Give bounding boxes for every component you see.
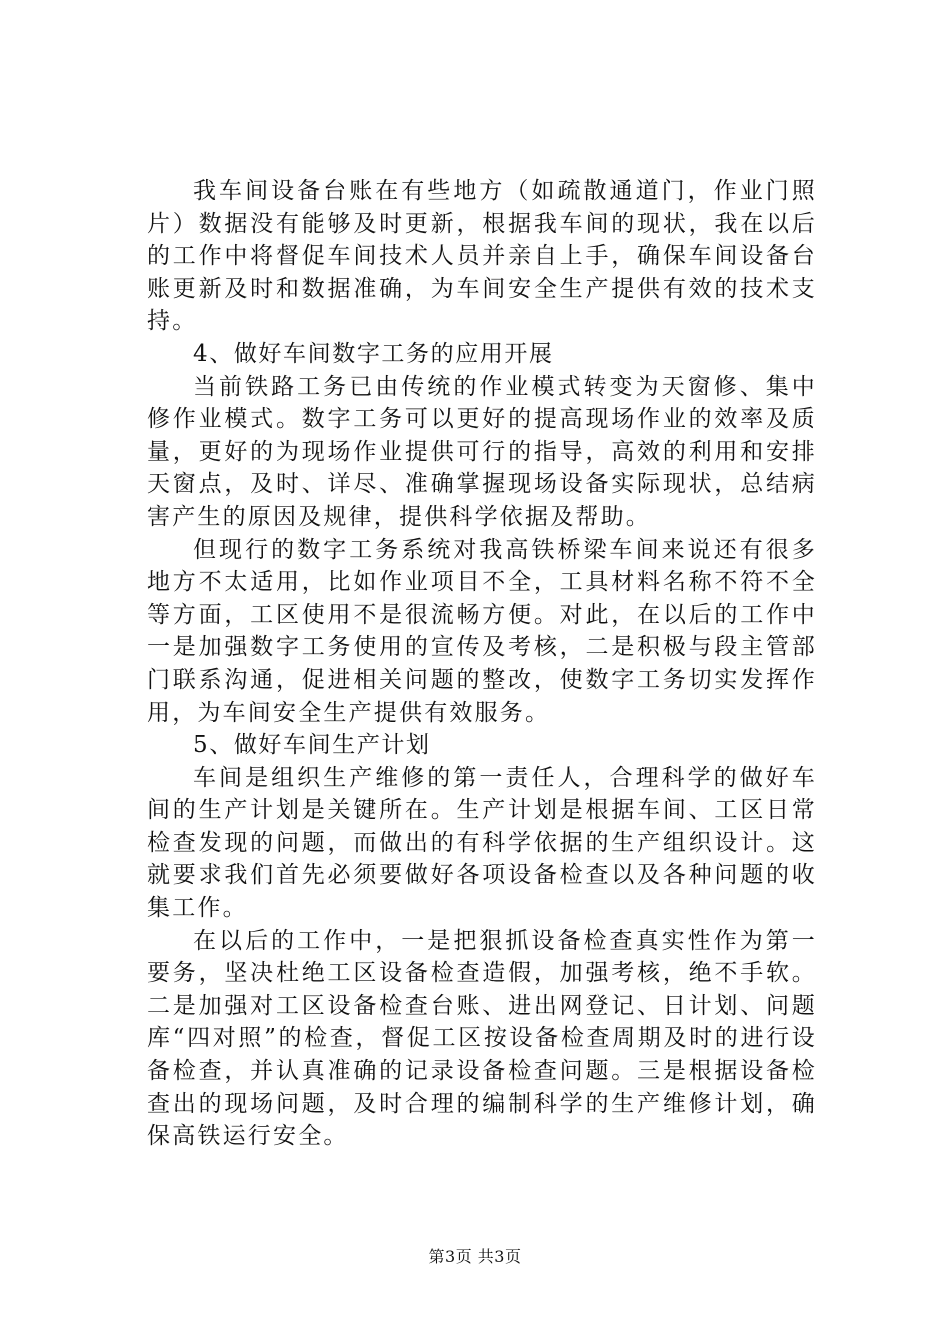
paragraph-equipment-ledger: 我车间设备台账在有些地方（如疏散通道门，作业门照片）数据没有能够及时更新，根据我车间的现状，我在以后的工作中将督促车间技术人员并亲自上手，确保车间设备台账更新及时和数据准确，为车间安全生产提供有效的技术支持。 xyxy=(147,178,817,335)
paragraph-digital-works-current: 当前铁路工务已由传统的作业模式转变为天窗修、集中修作业模式。数字工务可以更好的提高现场作业的效率及质量，更好的为现场作业提供可行的指导，高效的利用和安排天窗点，及时、详尽、准确掌握现场设备实际现状，总结病害产生的原因及规律，提供科学依据及帮助。 xyxy=(147,373,817,530)
page-footer: 第3页 共3页 xyxy=(428,1247,522,1266)
paragraph-production-plan-measures: 在以后的工作中，一是把狠抓设备检查真实性作为第一要务，坚决杜绝工区设备检查造假，加强考核，绝不手软。二是加强对工区设备检查台账、进出网登记、日计划、问题库“四对照”的检查，督促工区按设备检查周期及时的进行设备检查，并认真准确的记录设备检查问题。三是根据设备检查出的现场问题，及时合理的编制科学的生产维修计划，确保高铁运行安全。 xyxy=(147,927,817,1150)
section-heading-production-plan: 5、做好车间生产计划 xyxy=(193,732,431,759)
paragraph-digital-works-issues: 但现行的数字工务系统对我高铁桥梁车间来说还有很多地方不太适用，比如作业项目不全，工具材料名称不符不全等方面，工区使用不是很流畅方便。对此，在以后的工作中一是加强数字工务使用的宣传及考核，二是积极与段主管部门联系沟通，促进相关问题的整改，使数字工务切实发挥作用，为车间安全生产提供有效服务。 xyxy=(147,536,817,726)
document-body xyxy=(147,175,817,1153)
paragraph-production-plan-intro: 车间是组织生产维修的第一责任人，合理科学的做好车间的生产计划是关键所在。生产计划是根据车间、工区日常检查发现的问题，而做出的有科学依据的生产组织设计。这就要求我们首先必须要做好各项设备检查以及各种问题的收集工作。 xyxy=(147,764,817,922)
section-heading-digital-works: 4、做好车间数字工务的应用开展 xyxy=(193,340,554,367)
